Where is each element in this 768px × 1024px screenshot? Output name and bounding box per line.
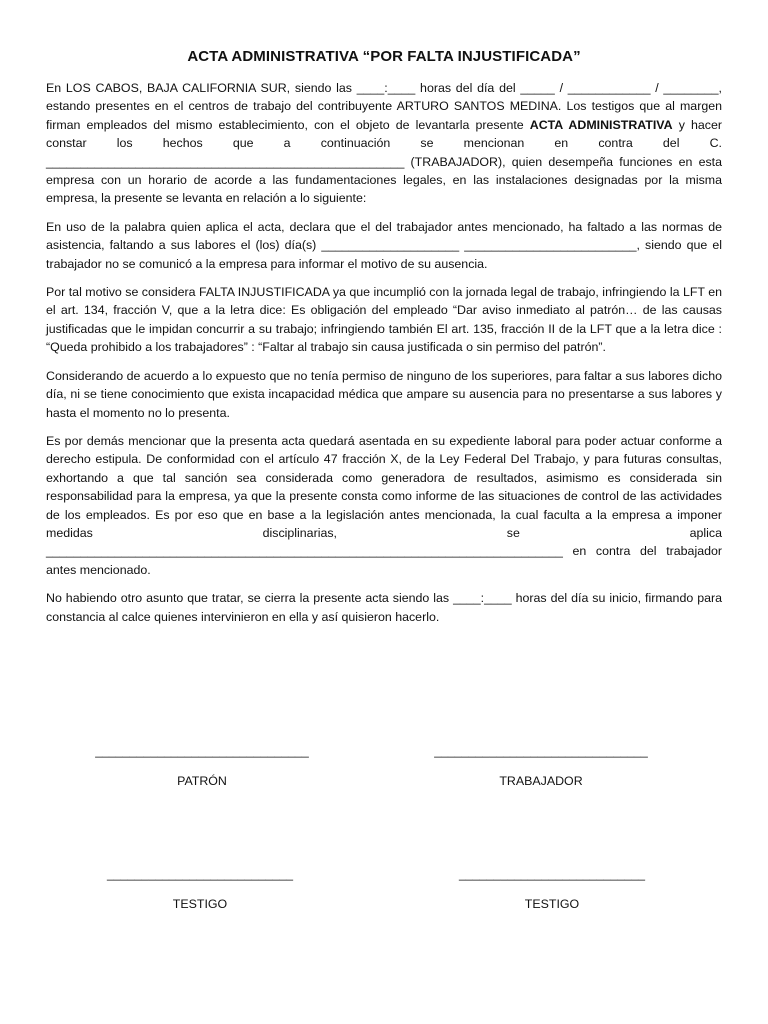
signature-line: ___________________________ [458,867,646,881]
signature-label-testigo: TESTIGO [524,897,580,911]
signature-line: _______________________________ [95,744,309,758]
intro-bold-text: ACTA ADMINISTRATIVA [529,117,673,132]
signature-line: ___________________________ [106,867,294,881]
signature-label-testigo: TESTIGO [172,897,228,911]
signature-testigo-2 [456,865,648,913]
paragraph-closing: No habiendo otro asunto que tratar, se cierra la presente acta siendo las ____:____ horas del día su inicio, firmando para constancia al calce quienes intervinieron en ella y así quisieron hacerlo. [46,591,722,624]
document-title: ACTA ADMINISTRATIVA “POR FALTA INJUSTIFICADA” [187,48,581,65]
signature-testigo-1 [105,865,295,913]
intro-text-a: En LOS CABOS, BAJA CALIFORNIA SUR, siendo las ____:____ horas del día del _____ / ____________ / ________, estando presentes en el centros de trabajo del contribuyente ARTURO SANTOS MEDINA. Los testigos que al margen firman empleados del mismo establecimiento, con el objeto de levantarla presente [46,81,722,132]
signature-patron [92,742,312,790]
signature-trabajador [430,742,652,790]
paragraph-considerations: Considerando de acuerdo a lo expuesto que no tenía permiso de ninguno de los superiores, para faltar a sus labores dicho día, ni se tiene conocimiento que exista incapacidad médica que ampare su ausencia para no presentarse a sus labores y hasta el momento no lo presenta. [46,368,722,420]
paragraph-absence: En uso de la palabra quien aplica el acta, declara que el del trabajador antes mencionado, ha faltado a las normas de asistencia, faltando a sus labores el (los) día(s) ____________________ _________________________, siendo que el trabajador no se comunicó a la empresa para informar el motivo de su ausencia. [46,219,722,271]
signature-label-patron: PATRÓN [177,774,227,788]
paragraph-sanction: Es por demás mencionar que la presenta acta quedará asentada en su expediente laboral para poder actuar conforme a derecho estipula. De conformidad con el artículo 47 fracción X, de la Ley Federal Del Trabajo, y para futuras consultas, exhortando a que tal sanción sea considerada como generadora de resultados, asimismo es considerada sin responsabilidad para la empresa, ya que la presente consta como informe de las situaciones de control de las actividades de los empleados. Es por eso que en base a la legislación antes mencionada, la cual faculta a la empresa a imponer medidas disciplinarias, se aplica ___________________________________________________________________________ en contra del trabajador antes mencionado. [46,433,722,577]
paragraph-intro [46,79,722,208]
signature-label-trabajador: TRABAJADOR [499,774,583,788]
document-body [46,48,722,636]
signature-line: _______________________________ [434,744,648,758]
intro-text-b: y hacer constar los hechos que a continuación se mencionan en contra del C. ____________________________________________________ (TRABAJADOR), quien desempeña funciones en esta empresa con un horario de acorde a las fundamentaciones legales, en las instalaciones designadas por la misma empresa, la presente se levanta en relación a lo siguiente: [46,117,722,206]
paragraph-legal-basis: Por tal motivo se considera FALTA INJUSTIFICADA ya que incumplió con la jornada legal de trabajo, infringiendo la LFT en el art. 134, fracción V, que a la letra dice: Es obligación del empleado “Dar aviso inmediato al patrón… de las causas justificadas que le impidan concurrir a su trabajo; infringiendo también El art. 135, fracción II de la LFT que a la letra dice : “Queda prohibido a los trabajadores” : “Faltar al trabajo sin causa justificada o sin permiso del patrón”. [46,285,722,355]
